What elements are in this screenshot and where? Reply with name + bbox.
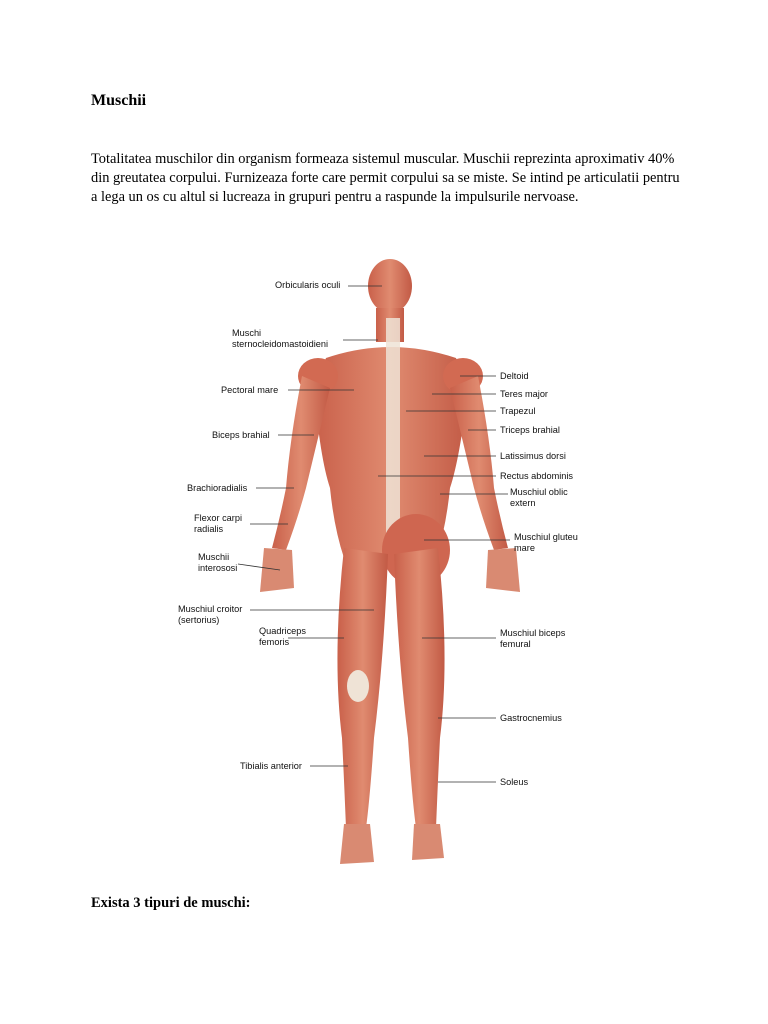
label-gastrocnemius: Gastrocnemius: [500, 713, 562, 723]
right-leg-shape: [394, 548, 445, 828]
label-latissimus-dorsi: Latissimus dorsi: [500, 451, 566, 461]
label-trapezul: Trapezul: [500, 406, 536, 416]
label-triceps-brahial: Triceps brahial: [500, 425, 560, 435]
right-foot-shape: [412, 824, 444, 860]
right-hand-shape: [486, 548, 520, 592]
label-muschiul-biceps-femural: Muschiul biceps femural: [500, 628, 566, 649]
label-muschiul-gluteu-mare: Muschiul gluteu mare: [514, 532, 578, 553]
intro-paragraph: Totalitatea muschilor din organism formeaza sistemul muscular. Muschii reprezinta aproximativ 40% din greutatea corpului. Furnizeaza forte care permit corpului sa se miste. Se intind pe articulatii pentru a lega un os cu altul si lucreaza in grupuri pentru a raspunde la impulsurile nervoase.: [91, 151, 680, 206]
label-muschiul-croitor: Muschiul croitor (sertorius): [178, 604, 243, 625]
page-title: Muschii: [91, 92, 147, 109]
label-muschii-interososi: Muschii interososi: [198, 552, 238, 573]
label-soleus: Soleus: [500, 777, 529, 787]
left-hand-shape: [260, 548, 294, 592]
label-quadriceps-femoris: Quadriceps femoris: [259, 626, 306, 647]
section-heading: Exista 3 tipuri de muschi:: [91, 895, 251, 911]
label-tibialis-anterior: Tibialis anterior: [240, 761, 302, 771]
label-pectoral-mare: Pectoral mare: [221, 385, 279, 395]
label-muschiul-oblic-extern: Muschiul oblic extern: [510, 487, 568, 508]
label-sternocleidomastoidieni: Muschi sternocleidomastoidieni: [232, 328, 329, 349]
label-deltoid: Deltoid: [500, 371, 529, 381]
left-foot-shape: [340, 824, 374, 864]
label-teres-major: Teres major: [500, 389, 548, 399]
label-rectus-abdominis: Rectus abdominis: [500, 471, 574, 481]
left-knee-shape: [347, 670, 369, 702]
label-biceps-brahial: Biceps brahial: [212, 430, 270, 440]
label-flexor-carpi-radialis: Flexor carpi radialis: [194, 513, 242, 534]
right-arm-shape: [450, 376, 508, 550]
muscular-system-figure: [168, 258, 600, 878]
label-brachioradialis: Brachioradialis: [187, 483, 248, 493]
label-orbicularis-oculi: Orbicularis oculi: [275, 280, 341, 290]
